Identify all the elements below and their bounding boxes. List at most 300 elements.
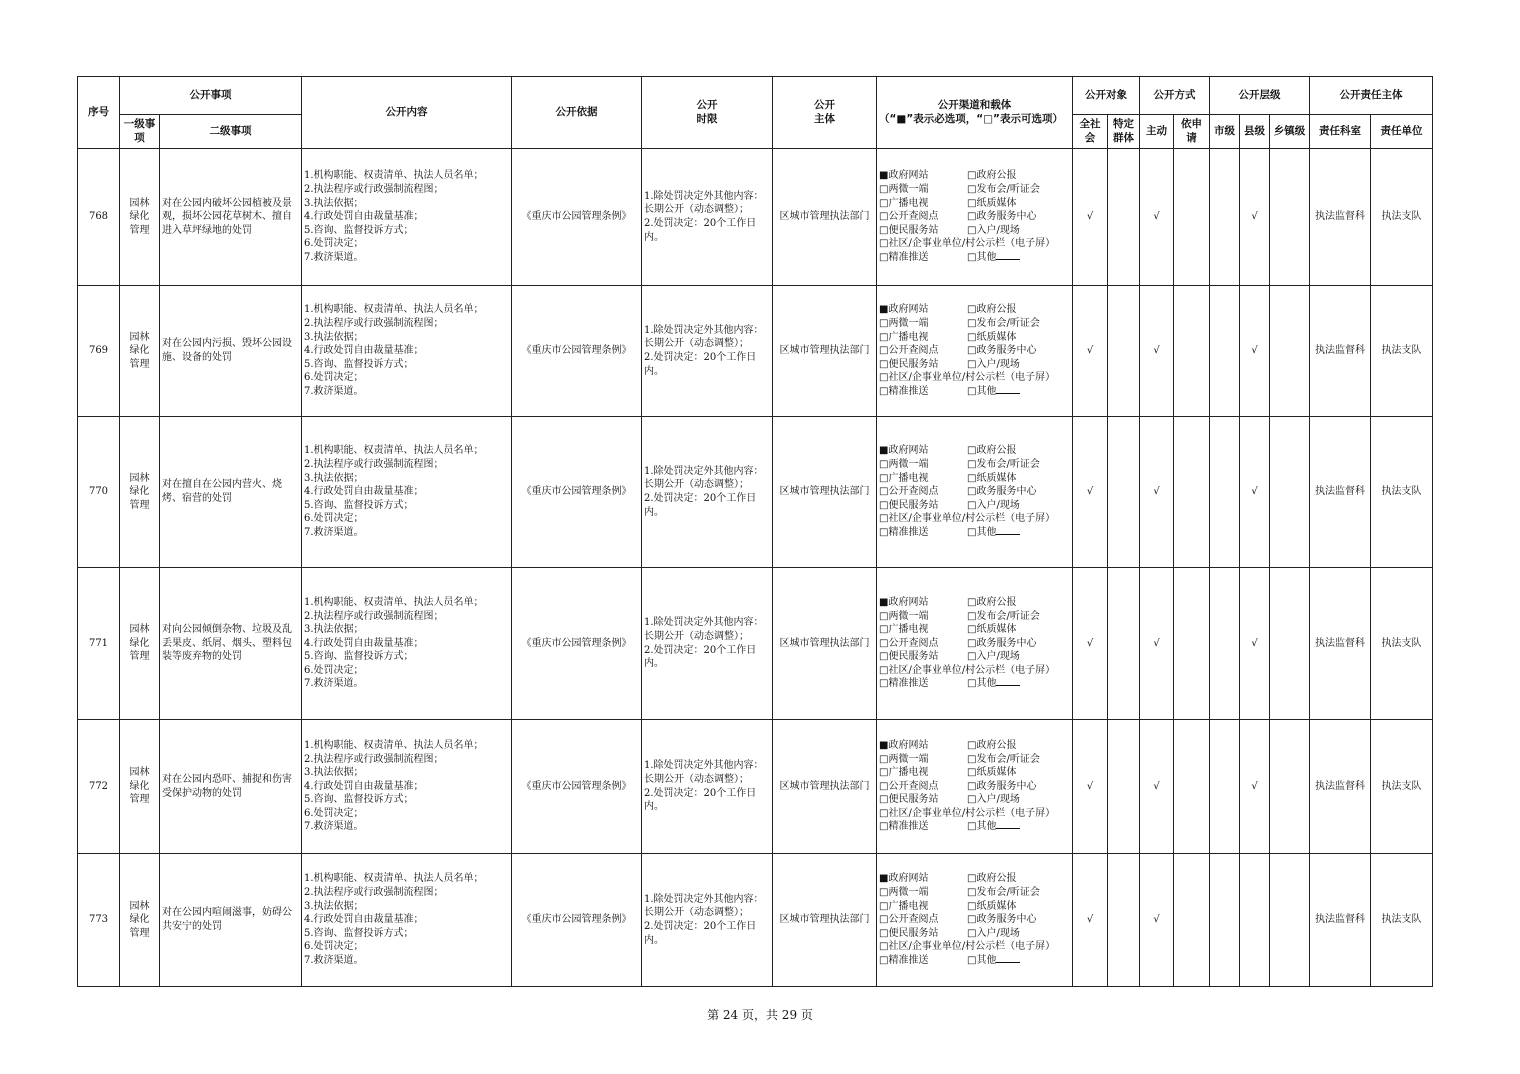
row-content	[302, 417, 512, 568]
row-method-active: √	[1140, 286, 1174, 417]
channel-line	[879, 596, 1070, 610]
row-resp-unit: 执法支队	[1371, 720, 1433, 854]
channel-option: □广播电视	[879, 197, 929, 209]
channel-option: □公开查阅点	[879, 211, 939, 223]
row-level-city	[1210, 417, 1240, 568]
header-level2: 二级事项	[160, 115, 302, 149]
row-level1: 园林绿化管理	[120, 568, 160, 720]
row-method-apply	[1174, 720, 1210, 854]
channel-option: □纸质媒体	[967, 331, 1017, 343]
channel-line	[879, 664, 1070, 678]
time-limit-line: 2.处罚决定：20个工作日内。	[644, 352, 757, 377]
channel-option: □政务服务中心	[967, 211, 1037, 223]
channel-option: □发布会/听证会	[967, 887, 1040, 899]
content-line: 7.救济渠道。	[304, 678, 364, 690]
content-line: 2.执法程序或行政强制流程图；	[304, 318, 444, 330]
row-subject: 区城市管理执法部门	[773, 854, 877, 987]
row-level1: 园林绿化管理	[120, 417, 160, 568]
channel-line	[879, 526, 1070, 540]
row-level-town	[1270, 149, 1310, 286]
channel-line	[879, 210, 1070, 224]
channel-option: □便民服务站	[879, 651, 939, 663]
channel-option: □纸质媒体	[967, 197, 1017, 209]
row-level1: 园林绿化管理	[120, 720, 160, 854]
table-row	[78, 286, 1433, 417]
channel-option: □公开查阅点	[879, 914, 939, 926]
channel-option: □发布会/听证会	[967, 459, 1040, 471]
channel-option: □政务服务中心	[967, 914, 1037, 926]
row-method-active: √	[1140, 568, 1174, 720]
row-target-group	[1108, 720, 1140, 854]
channel-option: □政府公报	[967, 170, 1017, 182]
content-line: 7.救济渠道。	[304, 954, 364, 966]
row-time-limit	[642, 286, 773, 417]
row-target-group	[1108, 568, 1140, 720]
row-subject: 区城市管理执法部门	[773, 720, 877, 854]
channel-option: □公开查阅点	[879, 637, 939, 649]
time-limit-line: 2.处罚决定：20个工作日内。	[644, 921, 757, 946]
row-level-county: √	[1240, 417, 1270, 568]
row-method-active: √	[1140, 720, 1174, 854]
row-target-all: √	[1073, 286, 1108, 417]
row-content	[302, 854, 512, 987]
row-level-city	[1210, 286, 1240, 417]
row-content	[302, 286, 512, 417]
row-resp-unit: 执法支队	[1371, 568, 1433, 720]
channel-line	[879, 753, 1070, 767]
channel-option: □政府公报	[967, 304, 1017, 316]
row-seq: 768	[78, 149, 120, 286]
row-level-county	[1240, 854, 1270, 987]
channel-option: □两微一端	[879, 610, 929, 622]
content-line: 2.执法程序或行政强制流程图；	[304, 887, 444, 899]
channel-option: □政府公报	[967, 596, 1017, 608]
channel-line	[879, 766, 1070, 780]
content-line: 7.救济渠道。	[304, 821, 364, 833]
channel-option: □政务服务中心	[967, 486, 1037, 498]
row-level-county: √	[1240, 286, 1270, 417]
channel-option: □便民服务站	[879, 927, 939, 939]
content-line: 1.机构职能、权责清单、执法人员名单；	[304, 873, 484, 885]
channel-line	[879, 385, 1070, 399]
content-line: 3.执法依据；	[304, 624, 364, 636]
content-line: 2.执法程序或行政强制流程图；	[304, 753, 444, 765]
row-basis: 《重庆市公园管理条例》	[512, 854, 642, 987]
content-line: 6.处罚决定；	[304, 664, 364, 676]
blank-underline	[996, 526, 1020, 535]
channel-line	[879, 913, 1070, 927]
channel-line	[879, 197, 1070, 211]
time-limit-line: 1.除处罚决定外其他内容：长期公开（动态调整）；	[644, 324, 764, 350]
row-basis: 《重庆市公园管理条例》	[512, 568, 642, 720]
header-target: 公开对象	[1073, 77, 1140, 115]
channel-option: □社区/企事业单位/村公示栏（电子屏）	[879, 513, 1056, 525]
row-channels	[877, 286, 1073, 417]
row-subject: 区城市管理执法部门	[773, 417, 877, 568]
header-level1: 一级事项	[120, 115, 160, 149]
channel-line	[879, 610, 1070, 624]
row-content	[302, 568, 512, 720]
row-level-town	[1270, 417, 1310, 568]
content-line: 5.咨询、监督投诉方式；	[304, 499, 414, 511]
row-level-county: √	[1240, 149, 1270, 286]
row-method-apply	[1174, 417, 1210, 568]
channel-line	[879, 485, 1070, 499]
row-level2: 对在公园内喧闹滋事，妨碍公共安宁的处罚	[160, 854, 302, 987]
channel-option: □两微一端	[879, 459, 929, 471]
channel-line	[879, 303, 1070, 317]
channel-option: □入户/现场	[967, 358, 1020, 370]
row-target-group	[1108, 286, 1140, 417]
time-limit-line: 1.除处罚决定外其他内容：长期公开（动态调整）；	[644, 617, 764, 642]
header-time-limit: 公开 时限	[642, 77, 773, 149]
row-resp-dept: 执法监督科	[1310, 149, 1371, 286]
header-method-apply: 依申请	[1174, 115, 1210, 149]
row-level-town	[1270, 720, 1310, 854]
channel-option: □社区/企事业单位/村公示栏（电子屏）	[879, 941, 1056, 953]
header-resp-dept: 责任科室	[1310, 115, 1371, 149]
row-level2: 对向公园倾倒杂物、垃圾及乱丢果皮、纸屑、烟头、塑料包装等废弃物的处罚	[160, 568, 302, 720]
channel-line	[879, 317, 1070, 331]
content-line: 5.咨询、监督投诉方式；	[304, 358, 414, 370]
row-subject: 区城市管理执法部门	[773, 149, 877, 286]
header-method: 公开方式	[1140, 77, 1210, 115]
channel-option: □政府公报	[967, 873, 1017, 885]
channel-option: □广播电视	[879, 767, 929, 779]
channel-option: ■政府网站	[879, 445, 929, 457]
row-target-group	[1108, 417, 1140, 568]
time-limit-line: 2.处罚决定：20个工作日内。	[644, 644, 757, 670]
row-time-limit	[642, 568, 773, 720]
content-line: 1.机构职能、权责清单、执法人员名单；	[304, 445, 484, 457]
content-line: 5.咨询、监督投诉方式；	[304, 927, 414, 939]
row-level1: 园林绿化管理	[120, 286, 160, 417]
channel-option: ■政府网站	[879, 739, 929, 751]
channel-option: □其他	[967, 678, 997, 690]
channel-option: □两微一端	[879, 887, 929, 899]
row-target-all: √	[1073, 568, 1108, 720]
header-level-town: 乡镇级	[1270, 115, 1310, 149]
channel-option: □纸质媒体	[967, 900, 1017, 912]
row-method-active: √	[1140, 854, 1174, 987]
row-basis: 《重庆市公园管理条例》	[512, 720, 642, 854]
channel-option: □精准推送	[879, 385, 929, 397]
header-target-group: 特定群体	[1108, 115, 1140, 149]
channel-line	[879, 650, 1070, 664]
channel-option: □社区/企事业单位/村公示栏（电子屏）	[879, 807, 1056, 819]
channel-option: □其他	[967, 821, 997, 833]
row-target-all: √	[1073, 854, 1108, 987]
header-seq: 序号	[78, 77, 120, 149]
channel-line	[879, 371, 1070, 385]
blank-underline	[996, 385, 1020, 394]
channel-option: □便民服务站	[879, 224, 939, 236]
channel-line	[879, 780, 1070, 794]
row-seq: 773	[78, 854, 120, 987]
header-channels-title: 公开渠道和载体	[937, 98, 1012, 111]
channel-option: □政务服务中心	[967, 780, 1037, 792]
channel-option: □政府公报	[967, 739, 1017, 751]
header-basis: 公开依据	[512, 77, 642, 149]
table-row	[78, 149, 1433, 286]
content-line: 4.行政处罚自由裁量基准；	[304, 914, 424, 926]
channel-line	[879, 237, 1070, 251]
row-level2: 对在擅自在公园内营火、烧烤、宿营的处罚	[160, 417, 302, 568]
channel-option: □精准推送	[879, 251, 929, 263]
channel-option: □公开查阅点	[879, 780, 939, 792]
channel-line	[879, 872, 1070, 886]
channel-option: ■政府网站	[879, 170, 929, 182]
row-level2: 对在公园内恐吓、捕捉和伤害受保护动物的处罚	[160, 720, 302, 854]
channel-line	[879, 512, 1070, 526]
row-resp-dept: 执法监督科	[1310, 720, 1371, 854]
channel-line	[879, 807, 1070, 821]
channel-line	[879, 331, 1070, 345]
channel-option: ■政府网站	[879, 304, 929, 316]
channel-line	[879, 169, 1070, 183]
header-resp-unit: 责任单位	[1371, 115, 1433, 149]
channel-line	[879, 637, 1070, 651]
blank-underline	[996, 251, 1020, 260]
channel-option: □政务服务中心	[967, 345, 1037, 357]
time-limit-line: 1.除处罚决定外其他内容：长期公开（动态调整）；	[644, 760, 764, 785]
content-line: 2.执法程序或行政强制流程图；	[304, 610, 444, 622]
time-limit-line: 1.除处罚决定外其他内容：长期公开（动态调整）；	[644, 465, 764, 491]
row-method-apply	[1174, 854, 1210, 987]
row-channels	[877, 417, 1073, 568]
content-line: 2.执法程序或行政强制流程图；	[304, 459, 444, 471]
row-target-group	[1108, 149, 1140, 286]
channel-option: □精准推送	[879, 526, 929, 538]
table-row	[78, 417, 1433, 568]
channel-option: □便民服务站	[879, 499, 939, 511]
row-target-group	[1108, 854, 1140, 987]
channel-option: □入户/现场	[967, 224, 1020, 236]
row-target-all: √	[1073, 417, 1108, 568]
table-row	[78, 568, 1433, 720]
channel-line	[879, 472, 1070, 486]
channel-line	[879, 358, 1070, 372]
row-level1: 园林绿化管理	[120, 149, 160, 286]
header-channels-note: （“■”表示必选项，“□”表示可选项）	[879, 112, 1063, 125]
channel-line	[879, 183, 1070, 197]
channel-option: □社区/企事业单位/村公示栏（电子屏）	[879, 664, 1056, 676]
row-basis: 《重庆市公园管理条例》	[512, 286, 642, 417]
channel-option: □社区/企事业单位/村公示栏（电子屏）	[879, 238, 1056, 250]
row-channels	[877, 568, 1073, 720]
channel-option: □精准推送	[879, 821, 929, 833]
time-limit-line: 2.处罚决定：20个工作日内。	[644, 493, 757, 518]
row-level-town	[1270, 286, 1310, 417]
page-footer: 第 24 页，共 29 页	[707, 1008, 813, 1022]
table-row	[78, 720, 1433, 854]
content-line: 6.处罚决定；	[304, 513, 364, 525]
row-level-town	[1270, 568, 1310, 720]
header-responsible: 公开责任主体	[1310, 77, 1433, 115]
row-level-city	[1210, 149, 1240, 286]
row-time-limit	[642, 720, 773, 854]
content-line: 4.行政处罚自由裁量基准；	[304, 345, 424, 357]
row-seq: 772	[78, 720, 120, 854]
channel-line	[879, 251, 1070, 265]
row-basis: 《重庆市公园管理条例》	[512, 149, 642, 286]
content-line: 6.处罚决定；	[304, 238, 364, 250]
channel-line	[879, 940, 1070, 954]
header-target-all: 全社会	[1073, 115, 1108, 149]
channel-option: □入户/现场	[967, 499, 1020, 511]
channel-option: □精准推送	[879, 954, 929, 966]
content-line: 1.机构职能、权责清单、执法人员名单；	[304, 170, 484, 182]
channel-line	[879, 886, 1070, 900]
row-resp-unit: 执法支队	[1371, 417, 1433, 568]
time-limit-line: 2.处罚决定：20个工作日内。	[644, 218, 757, 243]
row-resp-dept: 执法监督科	[1310, 417, 1371, 568]
row-resp-unit: 执法支队	[1371, 149, 1433, 286]
channel-line	[879, 344, 1070, 358]
row-resp-dept: 执法监督科	[1310, 568, 1371, 720]
row-method-apply	[1174, 568, 1210, 720]
row-level1: 园林绿化管理	[120, 854, 160, 987]
row-seq: 770	[78, 417, 120, 568]
header-subject: 公开 主体	[773, 77, 877, 149]
content-line: 6.处罚决定；	[304, 807, 364, 819]
content-line: 5.咨询、监督投诉方式；	[304, 224, 414, 236]
channel-option: □其他	[967, 954, 997, 966]
content-line: 1.机构职能、权责清单、执法人员名单；	[304, 596, 484, 608]
row-level-county: √	[1240, 720, 1270, 854]
channel-option: □入户/现场	[967, 651, 1020, 663]
content-line: 7.救济渠道。	[304, 385, 364, 397]
channel-option: □广播电视	[879, 472, 929, 484]
header-level-county: 县级	[1240, 115, 1270, 149]
content-line: 5.咨询、监督投诉方式；	[304, 651, 414, 663]
content-line: 3.执法依据；	[304, 197, 364, 209]
channel-option: □政务服务中心	[967, 637, 1037, 649]
content-line: 6.处罚决定；	[304, 941, 364, 953]
row-level-city	[1210, 854, 1240, 987]
channel-option: □广播电视	[879, 900, 929, 912]
header-channels	[877, 77, 1073, 149]
channel-line	[879, 444, 1070, 458]
channel-line	[879, 739, 1070, 753]
channel-option: □两微一端	[879, 184, 929, 196]
content-line: 1.机构职能、权责清单、执法人员名单；	[304, 739, 484, 751]
channel-option: □广播电视	[879, 624, 929, 636]
row-level-town	[1270, 854, 1310, 987]
row-level-city	[1210, 568, 1240, 720]
row-method-active: √	[1140, 417, 1174, 568]
disclosure-table	[77, 76, 1433, 987]
content-line: 4.行政处罚自由裁量基准；	[304, 780, 424, 792]
row-channels	[877, 854, 1073, 987]
channel-line	[879, 677, 1070, 691]
channel-option: □便民服务站	[879, 358, 939, 370]
row-resp-unit: 执法支队	[1371, 286, 1433, 417]
time-limit-line: 1.除处罚决定外其他内容：长期公开（动态调整）；	[644, 190, 764, 216]
channel-option: □政府公报	[967, 445, 1017, 457]
row-channels	[877, 149, 1073, 286]
channel-option: □纸质媒体	[967, 472, 1017, 484]
channel-option: □其他	[967, 526, 997, 538]
content-line: 7.救济渠道。	[304, 526, 364, 538]
channel-option: □广播电视	[879, 331, 929, 343]
channel-option: □其他	[967, 251, 997, 263]
content-line: 7.救济渠道。	[304, 251, 364, 263]
header-level: 公开层级	[1210, 77, 1310, 115]
channel-option: □公开查阅点	[879, 345, 939, 357]
row-subject: 区城市管理执法部门	[773, 286, 877, 417]
channel-option: ■政府网站	[879, 596, 929, 608]
row-target-all: √	[1073, 149, 1108, 286]
channel-option: □其他	[967, 385, 997, 397]
channel-option: □纸质媒体	[967, 767, 1017, 779]
channel-option: ■政府网站	[879, 873, 929, 885]
channel-option: □公开查阅点	[879, 486, 939, 498]
row-target-all: √	[1073, 720, 1108, 854]
row-basis: 《重庆市公园管理条例》	[512, 417, 642, 568]
row-level2: 对在公园内破坏公园植被及景观，损坏公园花草树木、擅自进入草坪绿地的处罚	[160, 149, 302, 286]
row-subject: 区城市管理执法部门	[773, 568, 877, 720]
row-level-city	[1210, 720, 1240, 854]
row-seq: 771	[78, 568, 120, 720]
channel-option: □发布会/听证会	[967, 184, 1040, 196]
channel-option: □精准推送	[879, 678, 929, 690]
row-method-apply	[1174, 286, 1210, 417]
channel-line	[879, 900, 1070, 914]
channel-line	[879, 793, 1070, 807]
row-time-limit	[642, 417, 773, 568]
channel-option: □社区/企事业单位/村公示栏（电子屏）	[879, 372, 1056, 384]
content-line: 3.执法依据；	[304, 900, 364, 912]
header-level-city: 市级	[1210, 115, 1240, 149]
channel-line	[879, 623, 1070, 637]
channel-line	[879, 820, 1070, 834]
row-resp-dept: 执法监督科	[1310, 286, 1371, 417]
channel-option: □两微一端	[879, 753, 929, 765]
channel-line	[879, 927, 1070, 941]
channel-option: □便民服务站	[879, 794, 939, 806]
header-method-active: 主动	[1140, 115, 1174, 149]
row-resp-unit: 执法支队	[1371, 854, 1433, 987]
content-line: 4.行政处罚自由裁量基准；	[304, 211, 424, 223]
time-limit-line: 1.除处罚决定外其他内容：长期公开（动态调整）；	[644, 893, 764, 919]
row-channels	[877, 720, 1073, 854]
blank-underline	[996, 820, 1020, 829]
channel-option: □两微一端	[879, 318, 929, 330]
row-seq: 769	[78, 286, 120, 417]
channel-option: □入户/现场	[967, 794, 1020, 806]
content-line: 1.机构职能、权责清单、执法人员名单；	[304, 304, 484, 316]
row-level2: 对在公园内污损、毁坏公园设施、设备的处罚	[160, 286, 302, 417]
header-matter: 公开事项	[120, 77, 302, 115]
row-time-limit	[642, 149, 773, 286]
content-line: 4.行政处罚自由裁量基准；	[304, 486, 424, 498]
header-content: 公开内容	[302, 77, 512, 149]
row-method-active: √	[1140, 149, 1174, 286]
channel-line	[879, 224, 1070, 238]
channel-option: □发布会/听证会	[967, 753, 1040, 765]
row-level-county: √	[1240, 568, 1270, 720]
row-resp-dept: 执法监督科	[1310, 854, 1371, 987]
table-row	[78, 854, 1433, 987]
row-content	[302, 149, 512, 286]
content-line: 4.行政处罚自由裁量基准；	[304, 637, 424, 649]
channel-line	[879, 954, 1070, 968]
row-time-limit	[642, 854, 773, 987]
channel-option: □发布会/听证会	[967, 610, 1040, 622]
content-line: 2.执法程序或行政强制流程图；	[304, 184, 444, 196]
blank-underline	[996, 954, 1020, 963]
